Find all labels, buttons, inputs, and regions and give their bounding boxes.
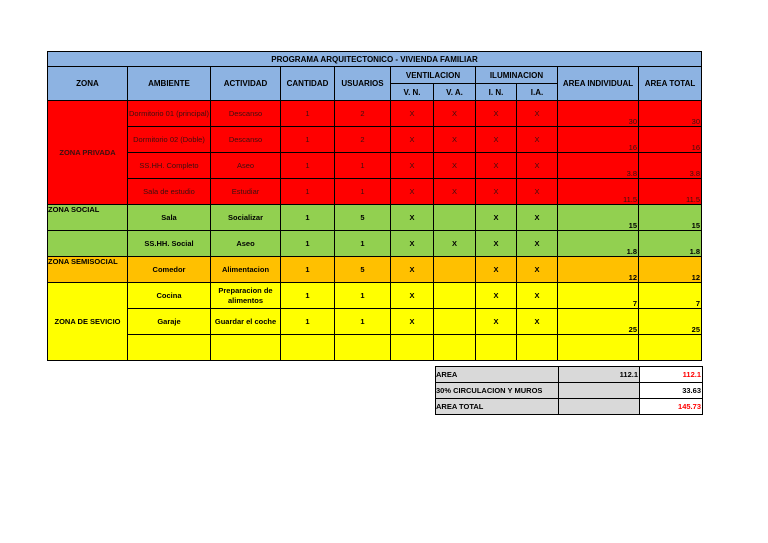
- header-cantidad: CANTIDAD: [281, 67, 335, 101]
- cell-area-total: 12: [639, 257, 702, 283]
- cell-in: X: [476, 283, 517, 309]
- cell-in: X: [476, 127, 517, 153]
- cell-area-total: 7: [639, 283, 702, 309]
- empty-cell: [639, 335, 702, 361]
- cell-ia: X: [517, 205, 558, 231]
- header-usuarios: USUARIOS: [335, 67, 391, 101]
- cell-in: X: [476, 257, 517, 283]
- summary-total-value: 145.73: [640, 399, 703, 415]
- cell-area-individual: 12: [558, 257, 639, 283]
- cell-usuarios: 1: [335, 153, 391, 179]
- cell-actividad: Socializar: [211, 205, 281, 231]
- empty-cell: [211, 335, 281, 361]
- cell-cantidad: 1: [281, 101, 335, 127]
- cell-vn: X: [391, 231, 434, 257]
- cell-area-total: 30: [639, 101, 702, 127]
- summary-table: [435, 366, 703, 415]
- cell-cantidad: 1: [281, 179, 335, 205]
- cell-area-individual: 3.8: [558, 153, 639, 179]
- cell-actividad: Aseo: [211, 231, 281, 257]
- cell-area-individual: 30: [558, 101, 639, 127]
- header-vn: V. N.: [391, 84, 434, 101]
- cell-cantidad: 1: [281, 231, 335, 257]
- cell-in: X: [476, 179, 517, 205]
- cell-ia: X: [517, 309, 558, 335]
- cell-area-individual: 16: [558, 127, 639, 153]
- header-area-total: AREA TOTAL: [639, 67, 702, 101]
- cell-va: X: [434, 179, 476, 205]
- cell-area-total: 3.8: [639, 153, 702, 179]
- cell-va: X: [434, 153, 476, 179]
- cell-va: [434, 257, 476, 283]
- empty-cell: [391, 335, 434, 361]
- table-row: [48, 101, 702, 127]
- cell-in: X: [476, 309, 517, 335]
- cell-area-total: 1.8: [639, 231, 702, 257]
- header-ia: I.A.: [517, 84, 558, 101]
- cell-usuarios: 1: [335, 231, 391, 257]
- cell-actividad: Descanso: [211, 127, 281, 153]
- cell-usuarios: 5: [335, 257, 391, 283]
- cell-va: X: [434, 231, 476, 257]
- summary-total-label: AREA TOTAL: [436, 399, 559, 415]
- cell-ia: X: [517, 127, 558, 153]
- cell-ambiente: Dormitorio 02 (Doble): [128, 127, 211, 153]
- cell-actividad: Estudiar: [211, 179, 281, 205]
- empty-cell: [128, 335, 211, 361]
- cell-area-total: 11.5: [639, 179, 702, 205]
- cell-vn: X: [391, 257, 434, 283]
- cell-ambiente: Garaje: [128, 309, 211, 335]
- cell-area-individual: 25: [558, 309, 639, 335]
- cell-cantidad: 1: [281, 309, 335, 335]
- header-ambiente: AMBIENTE: [128, 67, 211, 101]
- header-area-individual: AREA INDIVIDUAL: [558, 67, 639, 101]
- cell-ambiente: Cocina: [128, 283, 211, 309]
- zone-label-servicio: ZONA DE SEVICIO: [48, 283, 128, 361]
- cell-usuarios: 1: [335, 283, 391, 309]
- cell-vn: X: [391, 153, 434, 179]
- table-row: [48, 205, 702, 231]
- cell-ambiente: SS.HH. Completo: [128, 153, 211, 179]
- table-title: PROGRAMA ARQUITECTONICO - VIVIENDA FAMILIAR: [48, 52, 702, 67]
- zone-label-privada: ZONA PRIVADA: [48, 101, 128, 205]
- cell-vn: X: [391, 127, 434, 153]
- header-iluminacion: ILUMINACION: [476, 67, 558, 84]
- cell-usuarios: 1: [335, 309, 391, 335]
- cell-usuarios: 1: [335, 179, 391, 205]
- cell-in: X: [476, 231, 517, 257]
- cell-area-individual: 1.8: [558, 231, 639, 257]
- cell-usuarios: 2: [335, 101, 391, 127]
- cell-in: X: [476, 153, 517, 179]
- table-row: [48, 283, 702, 309]
- cell-ia: X: [517, 153, 558, 179]
- cell-in: X: [476, 205, 517, 231]
- summary-area-label: AREA: [436, 367, 559, 383]
- cell-usuarios: 2: [335, 127, 391, 153]
- cell-va: [434, 283, 476, 309]
- cell-actividad: Guardar el coche: [211, 309, 281, 335]
- cell-ia: X: [517, 179, 558, 205]
- table-row-empty: [48, 335, 702, 361]
- summary-circ-value: 33.63: [640, 383, 703, 399]
- cell-ambiente: Sala: [128, 205, 211, 231]
- zone-empty-cell: [48, 231, 128, 257]
- cell-area-individual: 7: [558, 283, 639, 309]
- summary-circ-empty: [559, 383, 640, 399]
- cell-ia: X: [517, 101, 558, 127]
- cell-area-individual: 15: [558, 205, 639, 231]
- cell-ia: X: [517, 283, 558, 309]
- cell-va: [434, 309, 476, 335]
- cell-ambiente: SS.HH. Social: [128, 231, 211, 257]
- empty-cell: [476, 335, 517, 361]
- table-row: [48, 153, 702, 179]
- summary-area-total: 112.1: [640, 367, 703, 383]
- cell-vn: X: [391, 205, 434, 231]
- empty-cell: [517, 335, 558, 361]
- header-zona: ZONA: [48, 67, 128, 101]
- cell-va: X: [434, 101, 476, 127]
- cell-cantidad: 1: [281, 127, 335, 153]
- cell-usuarios: 5: [335, 205, 391, 231]
- table-row: [48, 179, 702, 205]
- cell-actividad: Descanso: [211, 101, 281, 127]
- table-row: [48, 257, 702, 283]
- empty-cell: [335, 335, 391, 361]
- cell-actividad: Preparacion de alimentos: [211, 283, 281, 309]
- cell-vn: X: [391, 283, 434, 309]
- cell-ia: X: [517, 257, 558, 283]
- program-table: [47, 51, 702, 377]
- cell-vn: X: [391, 179, 434, 205]
- cell-area-individual: 11.5: [558, 179, 639, 205]
- cell-va: [434, 205, 476, 231]
- header-in: I. N.: [476, 84, 517, 101]
- table-row: [48, 127, 702, 153]
- header-va: V. A.: [434, 84, 476, 101]
- table-row: [48, 309, 702, 335]
- empty-cell: [558, 335, 639, 361]
- cell-ambiente: Dormitorio 01 (principal): [128, 101, 211, 127]
- table-row: [48, 231, 702, 257]
- summary-total-empty: [559, 399, 640, 415]
- summary-circ-label: 30% CIRCULACION Y MUROS: [436, 383, 559, 399]
- zone-label-semisocial: ZONA SEMISOCIAL: [48, 257, 128, 283]
- empty-cell: [281, 335, 335, 361]
- cell-ia: X: [517, 231, 558, 257]
- cell-area-total: 15: [639, 205, 702, 231]
- cell-cantidad: 1: [281, 205, 335, 231]
- cell-in: X: [476, 101, 517, 127]
- cell-cantidad: 1: [281, 283, 335, 309]
- header-ventilacion: VENTILACION: [391, 67, 476, 84]
- summary-area-individual: 112.1: [559, 367, 640, 383]
- cell-vn: X: [391, 309, 434, 335]
- cell-actividad: Aseo: [211, 153, 281, 179]
- cell-ambiente: Comedor: [128, 257, 211, 283]
- zone-label-social: ZONA SOCIAL: [48, 205, 128, 231]
- header-actividad: ACTIVIDAD: [211, 67, 281, 101]
- cell-va: X: [434, 127, 476, 153]
- cell-ambiente: Sala de estudio: [128, 179, 211, 205]
- cell-vn: X: [391, 101, 434, 127]
- cell-cantidad: 1: [281, 257, 335, 283]
- cell-actividad: Alimentacion: [211, 257, 281, 283]
- cell-cantidad: 1: [281, 153, 335, 179]
- cell-area-total: 25: [639, 309, 702, 335]
- empty-cell: [434, 335, 476, 361]
- cell-area-total: 16: [639, 127, 702, 153]
